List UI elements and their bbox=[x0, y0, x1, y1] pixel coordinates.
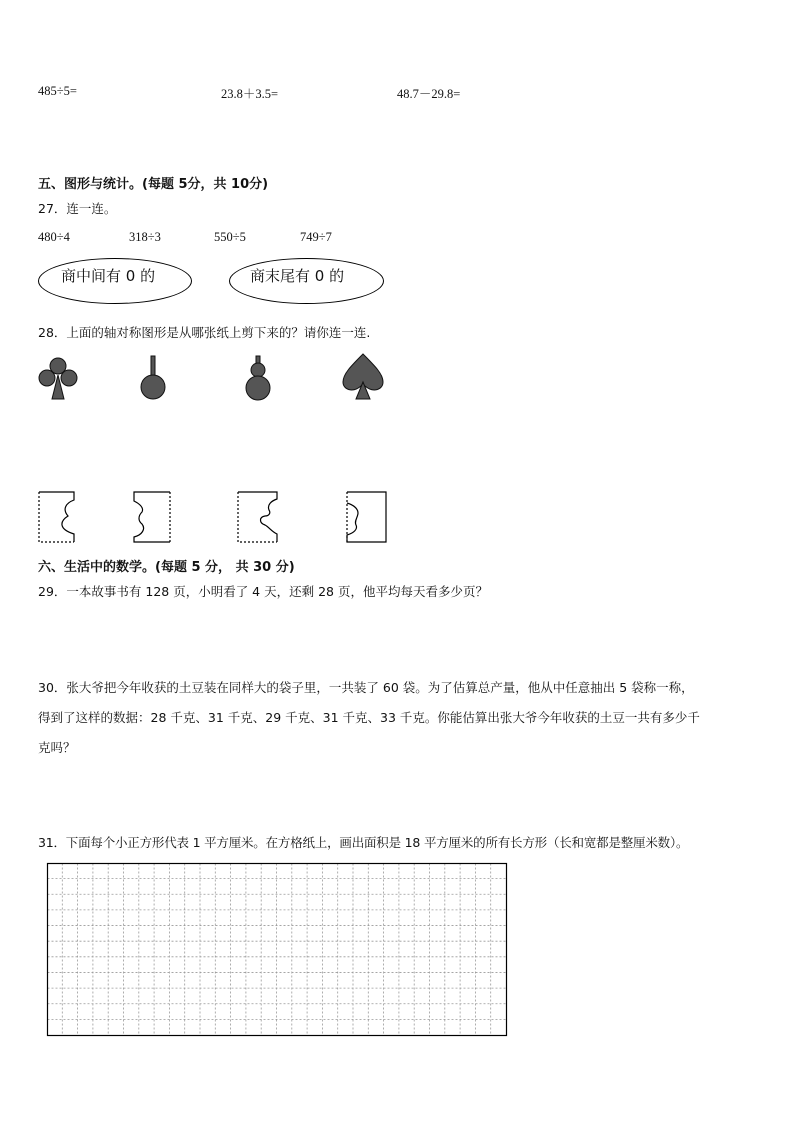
q27-expr-3: 550÷5 bbox=[214, 230, 246, 244]
spade-icon bbox=[341, 352, 385, 402]
oval-middle-zero[interactable] bbox=[38, 258, 192, 304]
paper-3[interactable] bbox=[237, 491, 281, 543]
calc-2: 23.8＋3.5= bbox=[221, 87, 279, 101]
q27-expr-4: 749÷7 bbox=[300, 230, 332, 244]
calc-3: 48.7－29.8= bbox=[397, 87, 461, 101]
oval-end-zero[interactable] bbox=[229, 258, 384, 304]
q28-prompt: 28．上面的轴对称图形是从哪张纸上剪下来的？请你连一连. bbox=[38, 325, 371, 340]
q30-line1: 30．张大爷把今年收获的土豆装在同样大的袋子里，一共装了 60 袋。为了估算总产量，他从中任意抽出 5 袋称一称， bbox=[38, 680, 694, 695]
paper-4[interactable] bbox=[346, 491, 388, 543]
paper-1[interactable] bbox=[38, 491, 78, 543]
gourd-icon bbox=[243, 355, 273, 401]
calc-1: 485÷5= bbox=[38, 84, 77, 98]
q29-text: 29．一本故事书有 128 页，小明看了 4 天，还剩 28 页，他平均每天看多少页？ bbox=[38, 584, 488, 599]
q27-expr-1: 480÷4 bbox=[38, 230, 70, 244]
grid-border bbox=[48, 864, 507, 1036]
section6-heading: 六、生活中的数学。(每题 5 分， 共 30 分) bbox=[38, 560, 295, 575]
oval-middle-zero-label: 商中间有 0 的 bbox=[61, 267, 156, 285]
q30-line3: 克吗？ bbox=[38, 740, 76, 755]
q30-line2: 得到了这样的数据：28 千克、31 千克、29 千克、31 千克、33 千克。你能估算出张大爷今年收获的土豆一共有多少千 bbox=[38, 710, 700, 725]
section5-heading: 五、图形与统计。(每题 5分，共 10分) bbox=[38, 177, 269, 192]
lollipop-icon bbox=[139, 355, 167, 401]
paper-2[interactable] bbox=[132, 491, 172, 543]
q27-prompt: 27．连一连。 bbox=[38, 201, 117, 216]
club-icon bbox=[36, 355, 80, 401]
q31-text: 31．下面每个小正方形代表 1 平方厘米。在方格纸上，画出面积是 18 平方厘米的所有长方形（长和宽都是整厘米数）。 bbox=[38, 835, 689, 850]
oval-end-zero-label: 商末尾有 0 的 bbox=[250, 267, 345, 285]
q27-expr-2: 318÷3 bbox=[129, 230, 161, 244]
grid-paper[interactable] bbox=[47, 863, 507, 1036]
